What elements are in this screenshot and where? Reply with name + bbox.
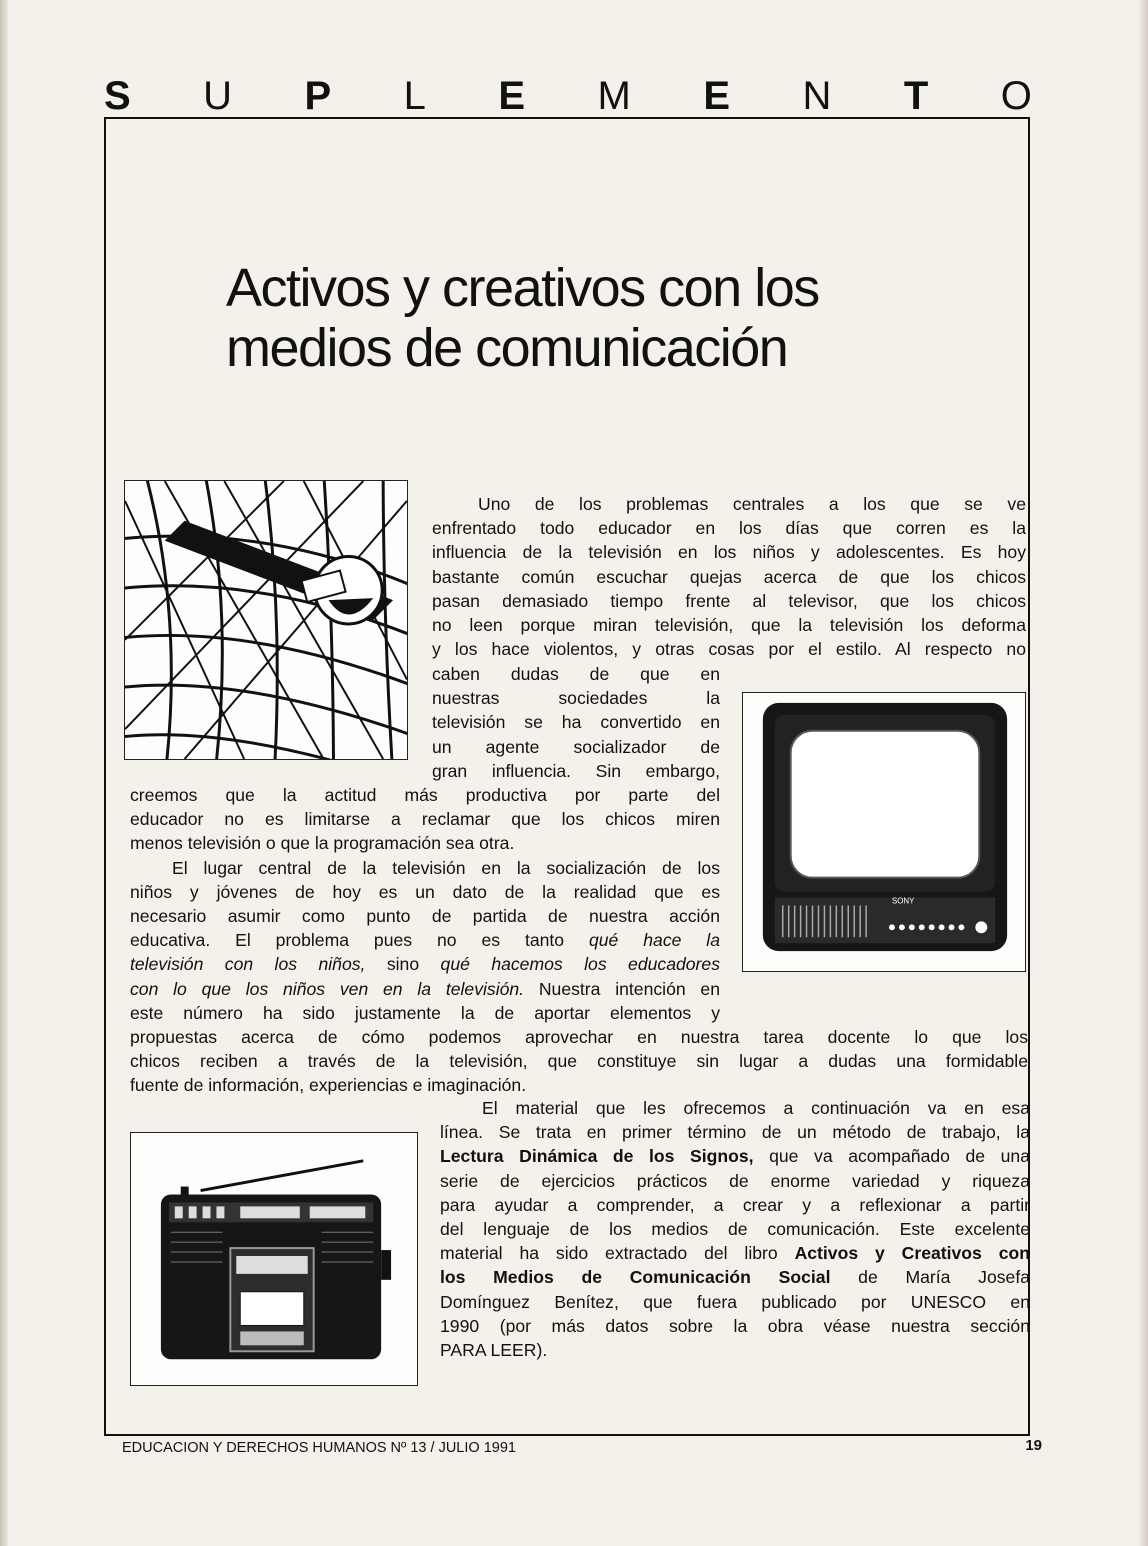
radio-cassette-icon bbox=[131, 1133, 417, 1385]
text-line: televisión se ha convertido en bbox=[432, 712, 720, 733]
section-letter: U bbox=[203, 74, 233, 118]
text-line bbox=[440, 1265, 1030, 1289]
text-line bbox=[440, 1241, 1030, 1265]
bold-span: Lectura Dinámica de los Signos, bbox=[440, 1146, 754, 1167]
text-line: Domínguez Benítez, que fuera publicado por UNESCO en bbox=[440, 1291, 1030, 1312]
television-image bbox=[742, 692, 1026, 972]
text-line: PARA LEER). bbox=[440, 1340, 548, 1361]
text-line: 1990 (por más datos sobre la obra véase nuestra sección bbox=[440, 1315, 1030, 1336]
text-span: educativa. El problema pues no es tanto bbox=[130, 930, 589, 951]
text-line: educador no es limitarse a reclamar que los chicos miren bbox=[130, 809, 720, 830]
text-span: de María Josefa bbox=[830, 1267, 1030, 1288]
text-line: chicos reciben a través de la televisión, que constituye sin lugar a dudas una formidable bbox=[130, 1051, 1028, 1072]
page-footer bbox=[122, 1437, 1042, 1459]
article-title bbox=[226, 258, 986, 378]
text-line bbox=[130, 977, 720, 1001]
section-letter: L bbox=[403, 74, 426, 118]
text-line: no leen porque miran televisión, que la televisión los deforma bbox=[432, 615, 1026, 636]
section-letter: E bbox=[498, 74, 526, 118]
italic-span: qué hacemos los educadores bbox=[440, 954, 720, 975]
page-number: 19 bbox=[1025, 1437, 1042, 1454]
text-span: Nuestra intención en bbox=[524, 978, 720, 999]
text-line: El lugar central de la televisión en la socialización de los bbox=[172, 857, 720, 878]
bold-span: Activos y Creativos con bbox=[794, 1243, 1030, 1264]
text-line: menos televisión o que la programación sea otra. bbox=[130, 833, 515, 854]
section-letter: T bbox=[903, 74, 929, 118]
tv-brand-label: SONY bbox=[891, 896, 915, 906]
radio-cassette-image bbox=[130, 1132, 418, 1386]
text-line bbox=[440, 1144, 1030, 1168]
text-line: para ayudar a comprender, a crear y a reflexionar a partir bbox=[440, 1194, 1030, 1215]
text-line: fuente de información, experiencias e imaginación. bbox=[130, 1075, 527, 1096]
italic-span: televisión con los niños, bbox=[130, 954, 366, 975]
text-line: influencia de la televisión en los niños y adolescentes. Es hoy bbox=[432, 542, 1026, 563]
text-line: bastante común escuchar quejas acerca de que los chicos bbox=[432, 566, 1026, 587]
text-line: y los hace violentos, y otras cosas por el estilo. Al respecto no bbox=[432, 639, 1026, 660]
text-line bbox=[130, 952, 720, 976]
paragraph-1-narrow bbox=[432, 662, 720, 783]
section-letter: E bbox=[703, 74, 731, 118]
section-letter: S bbox=[104, 74, 131, 118]
text-line: pasan demasiado tiempo frente al televisor, que los chicos bbox=[432, 590, 1026, 611]
text-line: nuestras sociedades la bbox=[432, 688, 720, 709]
text-line: propuestas acerca de cómo podemos aprovechar en nuestra tarea docente lo que los bbox=[130, 1027, 1028, 1047]
paragraph-2-full bbox=[130, 1025, 1028, 1098]
text-line: un agente socializador de bbox=[432, 736, 720, 757]
text-line: enfrentado todo educador en los días que corren es la bbox=[432, 518, 1026, 539]
text-line: necesario asumir como punto de partida de nuestra acción bbox=[130, 906, 720, 927]
italic-span: con lo que los niños ven en la televisión. bbox=[130, 978, 525, 999]
page-right-edge bbox=[1138, 0, 1148, 1546]
text-line: caben dudas de que en bbox=[432, 664, 720, 684]
text-line: Uno de los problemas centrales a los que se ve bbox=[478, 494, 1026, 514]
title-line: medios de comunicación bbox=[226, 318, 788, 378]
satellite-dish-icon bbox=[125, 481, 407, 759]
text-span: material ha sido extractado del libro bbox=[440, 1243, 795, 1264]
text-line: línea. Se trata en primer término de un método de trabajo, la bbox=[440, 1122, 1030, 1143]
text-line bbox=[130, 928, 720, 952]
paragraph-1-wide bbox=[432, 492, 1026, 661]
text-line: niños y jóvenes de hoy es un dato de la realidad que es bbox=[130, 881, 720, 902]
journal-name: EDUCACION Y DERECHOS HUMANOS Nº 13 / JULIO 1991 bbox=[122, 1440, 516, 1456]
section-letter: M bbox=[597, 74, 631, 118]
text-line: gran influencia. Sin embargo, bbox=[432, 760, 720, 781]
bold-span: los Medios de Comunicación Social bbox=[440, 1267, 831, 1288]
section-header bbox=[104, 74, 1032, 118]
text-line: creemos que la actitud más productiva por parte del bbox=[130, 785, 720, 805]
italic-span: qué hace la bbox=[588, 930, 720, 951]
section-letter: O bbox=[1000, 74, 1032, 118]
satellite-dish-image bbox=[124, 480, 408, 760]
text-span: sino bbox=[365, 954, 441, 975]
page-binding-edge bbox=[0, 0, 8, 1546]
text-line: El material que les ofrecemos a continuación va en esa bbox=[482, 1098, 1030, 1118]
text-span: que va acompañado de una bbox=[753, 1146, 1030, 1167]
paragraph-1-end-and-2 bbox=[130, 783, 720, 1025]
paragraph-3 bbox=[440, 1096, 1030, 1362]
title-line: Activos y creativos con los bbox=[226, 258, 819, 318]
section-letter: P bbox=[304, 74, 332, 118]
section-letter: N bbox=[802, 74, 832, 118]
text-line: del lenguaje de los medios de comunicación. Este excelente bbox=[440, 1219, 1030, 1240]
text-line: este número ha sido justamente la de aportar elementos y bbox=[130, 1002, 720, 1023]
text-line: serie de ejercicios prácticos de enorme variedad y riqueza bbox=[440, 1170, 1030, 1191]
